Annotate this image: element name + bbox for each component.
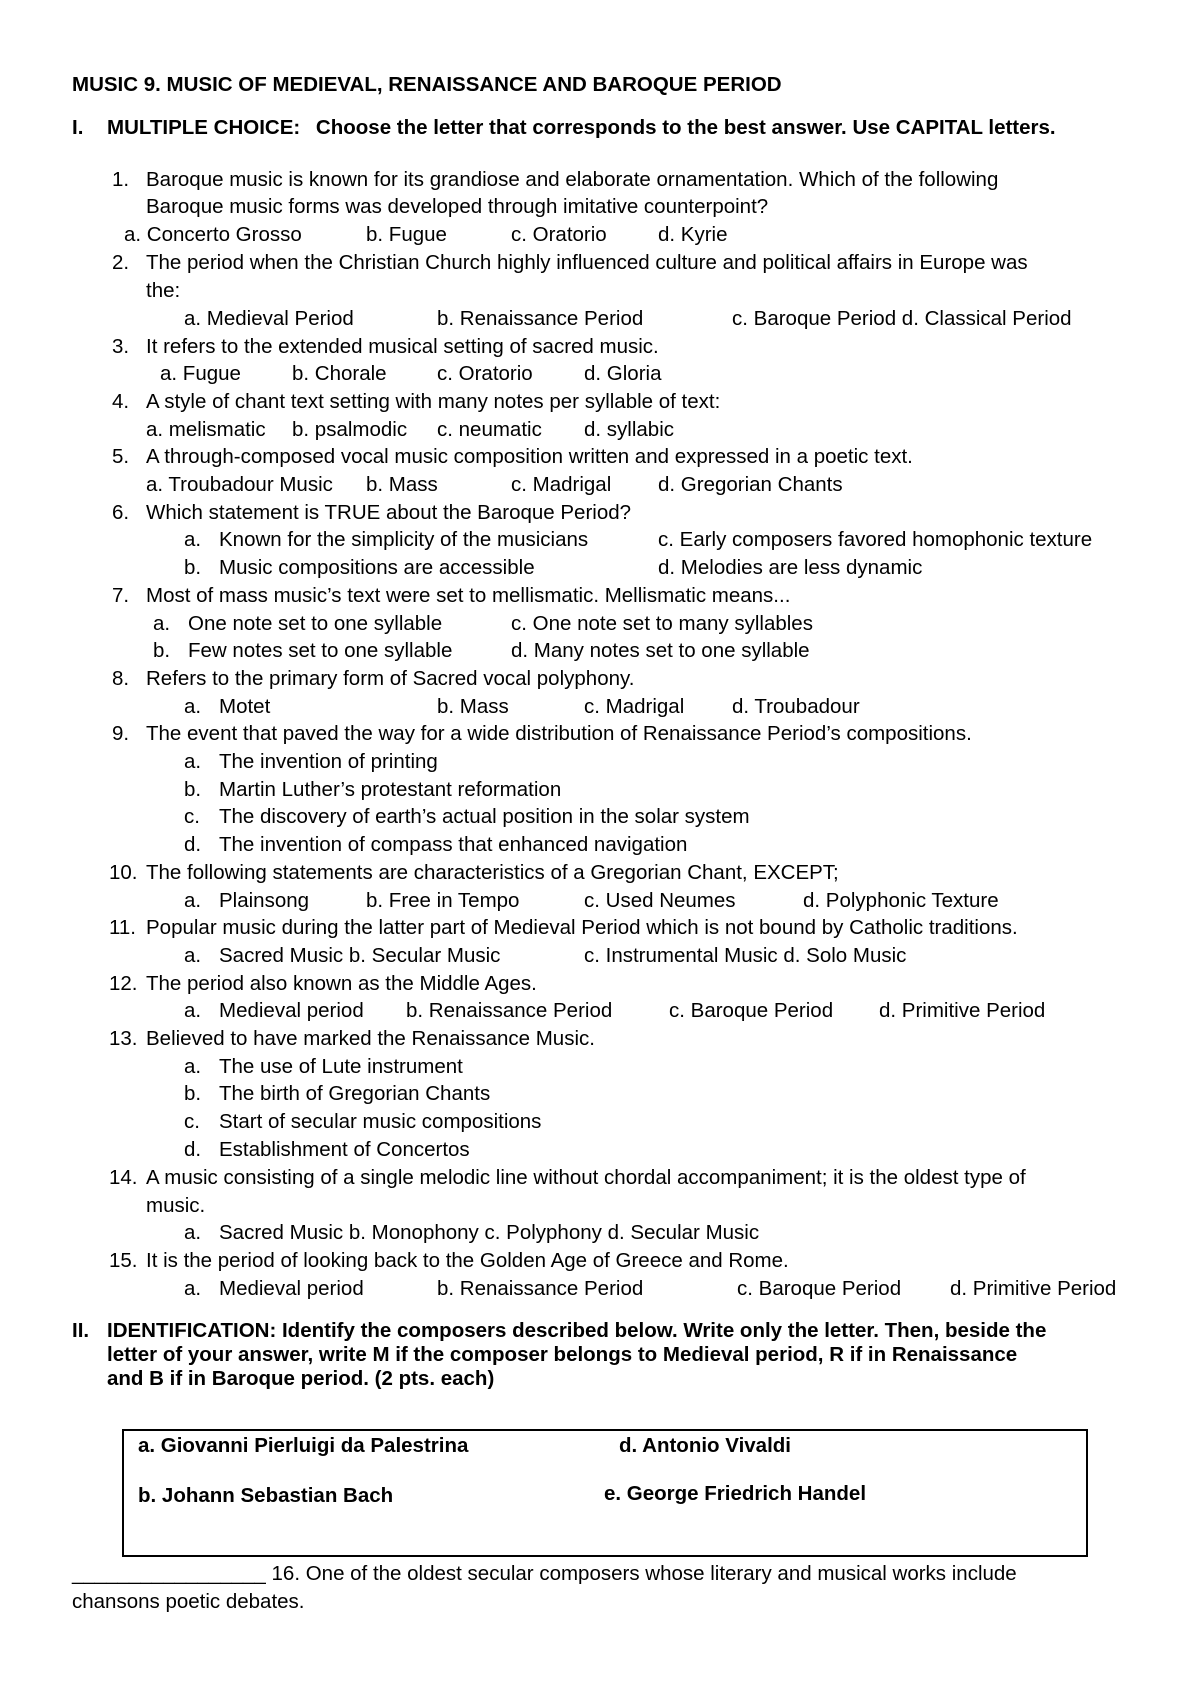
composer-a: a. Giovanni Pierluigi da Palestrina — [138, 1434, 469, 1457]
q6-number: 6. — [112, 501, 130, 524]
q3-option-a: a. Fugue — [160, 362, 241, 385]
q12-option-c: c. Baroque Period — [669, 999, 834, 1022]
q2-text-line1: The period when the Christian Church highly influenced culture and political affairs in Europe was — [146, 251, 1028, 274]
q5-text: A through-composed vocal music composition written and expressed in a poetic text. — [146, 445, 913, 468]
q6-option-b-letter: b. — [184, 556, 202, 579]
q14-option-a-letter: a. — [184, 1221, 202, 1244]
q6-option-a: Known for the simplicity of the musicians — [219, 528, 589, 551]
q4-number: 4. — [112, 390, 130, 413]
q9-number: 9. — [112, 722, 130, 745]
q7-option-b: Few notes set to one syllable — [188, 639, 453, 662]
q13-text: Believed to have marked the Renaissance Music. — [146, 1027, 595, 1050]
q8-option-b: b. Mass — [437, 695, 509, 718]
q5-option-d: d. Gregorian Chants — [658, 473, 843, 496]
q9-option-d: The invention of compass that enhanced navigation — [219, 833, 688, 856]
q2-option-b: b. Renaissance Period — [437, 307, 644, 330]
q15-option-d: d. Primitive Period — [950, 1277, 1117, 1300]
q6-text: Which statement is TRUE about the Baroque Period? — [146, 501, 632, 524]
q11-option-a-letter: a. — [184, 944, 202, 967]
q14-options: Sacred Music b. Monophony c. Polyphony d. Secular Music — [219, 1221, 760, 1244]
q8-option-d: d. Troubadour — [732, 695, 860, 718]
q4-option-d: d. syllabic — [584, 418, 675, 441]
q3-option-c: c. Oratorio — [437, 362, 533, 385]
q13-number: 13. — [109, 1027, 138, 1050]
section1-number: I. — [72, 116, 84, 139]
q13-option-a-letter: a. — [184, 1055, 202, 1078]
q11-text: Popular music during the latter part of Medieval Period which is not bound by Catholic traditions. — [146, 916, 1018, 939]
q14-text-line1: A music consisting of a single melodic line without chordal accompaniment; it is the oldest type of — [146, 1166, 1026, 1189]
item16-answer-blank[interactable]: _________________ — [72, 1562, 266, 1585]
q1-number: 1. — [112, 168, 130, 191]
q7-text: Most of mass music’s text were set to mellismatic. Mellismatic means... — [146, 584, 791, 607]
q6-option-a-letter: a. — [184, 528, 202, 551]
item16-line2: chansons poetic debates. — [72, 1590, 305, 1613]
q13-option-c-letter: c. — [184, 1110, 200, 1133]
q12-option-b: b. Renaissance Period — [406, 999, 613, 1022]
q1-text-line1: Baroque music is known for its grandiose and elaborate ornamentation. Which of the following — [146, 168, 999, 191]
q9-option-c-letter: c. — [184, 805, 200, 828]
q12-option-d: d. Primitive Period — [879, 999, 1046, 1022]
q15-option-b: b. Renaissance Period — [437, 1277, 644, 1300]
q7-option-b-letter: b. — [153, 639, 171, 662]
q12-option-a: Medieval period — [219, 999, 364, 1022]
q10-option-d: d. Polyphonic Texture — [803, 889, 999, 912]
q7-number: 7. — [112, 584, 130, 607]
q13-option-c: Start of secular music compositions — [219, 1110, 542, 1133]
q15-option-c: c. Baroque Period — [737, 1277, 902, 1300]
q14-number: 14. — [109, 1166, 138, 1189]
q12-option-a-letter: a. — [184, 999, 202, 1022]
q7-option-c: c. One note set to many syllables — [511, 612, 813, 635]
q15-text: It is the period of looking back to the Golden Age of Greece and Rome. — [146, 1249, 789, 1272]
q9-option-a-letter: a. — [184, 750, 202, 773]
q3-text: It refers to the extended musical setting of sacred music. — [146, 335, 659, 358]
composer-d: d. Antonio Vivaldi — [619, 1434, 791, 1457]
q8-option-a: Motet — [219, 695, 271, 718]
q15-option-a-letter: a. — [184, 1277, 202, 1300]
section1-instruction: Choose the letter that corresponds to the best answer. Use CAPITAL letters. — [315, 116, 1056, 139]
section1-heading — [107, 118, 1056, 139]
q14-text-line2: music. — [146, 1194, 206, 1217]
q8-option-a-letter: a. — [184, 695, 202, 718]
q10-option-c: c. Used Neumes — [584, 889, 736, 912]
q2-number: 2. — [112, 251, 130, 274]
section2-line2: letter of your answer, write M if the composer belongs to Medieval period, R if in Renaissance — [107, 1343, 1018, 1366]
q4-text: A style of chant text setting with many notes per syllable of text: — [146, 390, 721, 413]
section1-heading-label: MULTIPLE CHOICE: — [107, 116, 301, 139]
q12-text: The period also known as the Middle Ages. — [146, 972, 537, 995]
q1-option-c: c. Oratorio — [511, 223, 607, 246]
q6-option-b: Music compositions are accessible — [219, 556, 535, 579]
q8-text: Refers to the primary form of Sacred vocal polyphony. — [146, 667, 635, 690]
composer-b: b. Johann Sebastian Bach — [138, 1484, 394, 1507]
q3-option-d: d. Gloria — [584, 362, 662, 385]
q2-option-a: a. Medieval Period — [184, 307, 354, 330]
q9-option-b: Martin Luther’s protestant reformation — [219, 778, 562, 801]
q10-option-a-letter: a. — [184, 889, 202, 912]
section2-line1: IDENTIFICATION: Identify the composers described below. Write only the letter. Then, beside the — [107, 1319, 1047, 1342]
q10-option-a: Plainsong — [219, 889, 310, 912]
q9-text: The event that paved the way for a wide distribution of Renaissance Period’s compositions. — [146, 722, 972, 745]
q2-text-line2: the: — [146, 279, 181, 302]
q8-number: 8. — [112, 667, 130, 690]
q7-option-d: d. Many notes set to one syllable — [511, 639, 810, 662]
q1-option-a: a. Concerto Grosso — [124, 223, 302, 246]
q4-option-c: c. neumatic — [437, 418, 542, 441]
q3-number: 3. — [112, 335, 130, 358]
q5-number: 5. — [112, 445, 130, 468]
q9-option-b-letter: b. — [184, 778, 202, 801]
q7-option-a: One note set to one syllable — [188, 612, 443, 635]
q8-option-c: c. Madrigal — [584, 695, 685, 718]
q15-number: 15. — [109, 1249, 138, 1272]
q1-option-d: d. Kyrie — [658, 223, 728, 246]
q13-option-d-letter: d. — [184, 1138, 202, 1161]
section2-line3: and B if in Baroque period. (2 pts. each) — [107, 1367, 495, 1390]
q11-option-ab: Sacred Music b. Secular Music — [219, 944, 501, 967]
composer-e: e. George Friedrich Handel — [604, 1482, 867, 1505]
q15-option-a: Medieval period — [219, 1277, 364, 1300]
q12-number: 12. — [109, 972, 138, 995]
item16-text: 16. One of the oldest secular composers whose literary and musical works include — [265, 1562, 1017, 1585]
q13-option-d: Establishment of Concertos — [219, 1138, 470, 1161]
q1-option-b: b. Fugue — [366, 223, 447, 246]
item16-line1 — [72, 1564, 1017, 1585]
q10-option-b: b. Free in Tempo — [366, 889, 520, 912]
q9-option-a: The invention of printing — [219, 750, 438, 773]
q1-text-line2: Baroque music forms was developed through imitative counterpoint? — [146, 195, 769, 218]
q5-option-b: b. Mass — [366, 473, 438, 496]
q5-option-c: c. Madrigal — [511, 473, 612, 496]
q11-number: 11. — [109, 916, 136, 939]
q13-option-b: The birth of Gregorian Chants — [219, 1082, 491, 1105]
q4-option-b: b. psalmodic — [292, 418, 408, 441]
section2-number: II. — [72, 1319, 90, 1342]
q11-option-cd: c. Instrumental Music d. Solo Music — [584, 944, 907, 967]
q4-option-a: a. melismatic — [146, 418, 266, 441]
q9-option-d-letter: d. — [184, 833, 202, 856]
page-title: MUSIC 9. MUSIC OF MEDIEVAL, RENAISSANCE AND BAROQUE PERIOD — [72, 73, 782, 96]
q10-text: The following statements are characteristics of a Gregorian Chant, EXCEPT; — [146, 861, 839, 884]
q9-option-c: The discovery of earth’s actual position in the solar system — [219, 805, 750, 828]
q10-number: 10. — [109, 861, 138, 884]
q7-option-a-letter: a. — [153, 612, 171, 635]
q2-option-cd: c. Baroque Period d. Classical Period — [732, 307, 1072, 330]
q13-option-b-letter: b. — [184, 1082, 202, 1105]
q6-option-c: c. Early composers favored homophonic texture — [658, 528, 1093, 551]
q3-option-b: b. Chorale — [292, 362, 387, 385]
q5-option-a: a. Troubadour Music — [146, 473, 333, 496]
q13-option-a: The use of Lute instrument — [219, 1055, 463, 1078]
q6-option-d: d. Melodies are less dynamic — [658, 556, 923, 579]
